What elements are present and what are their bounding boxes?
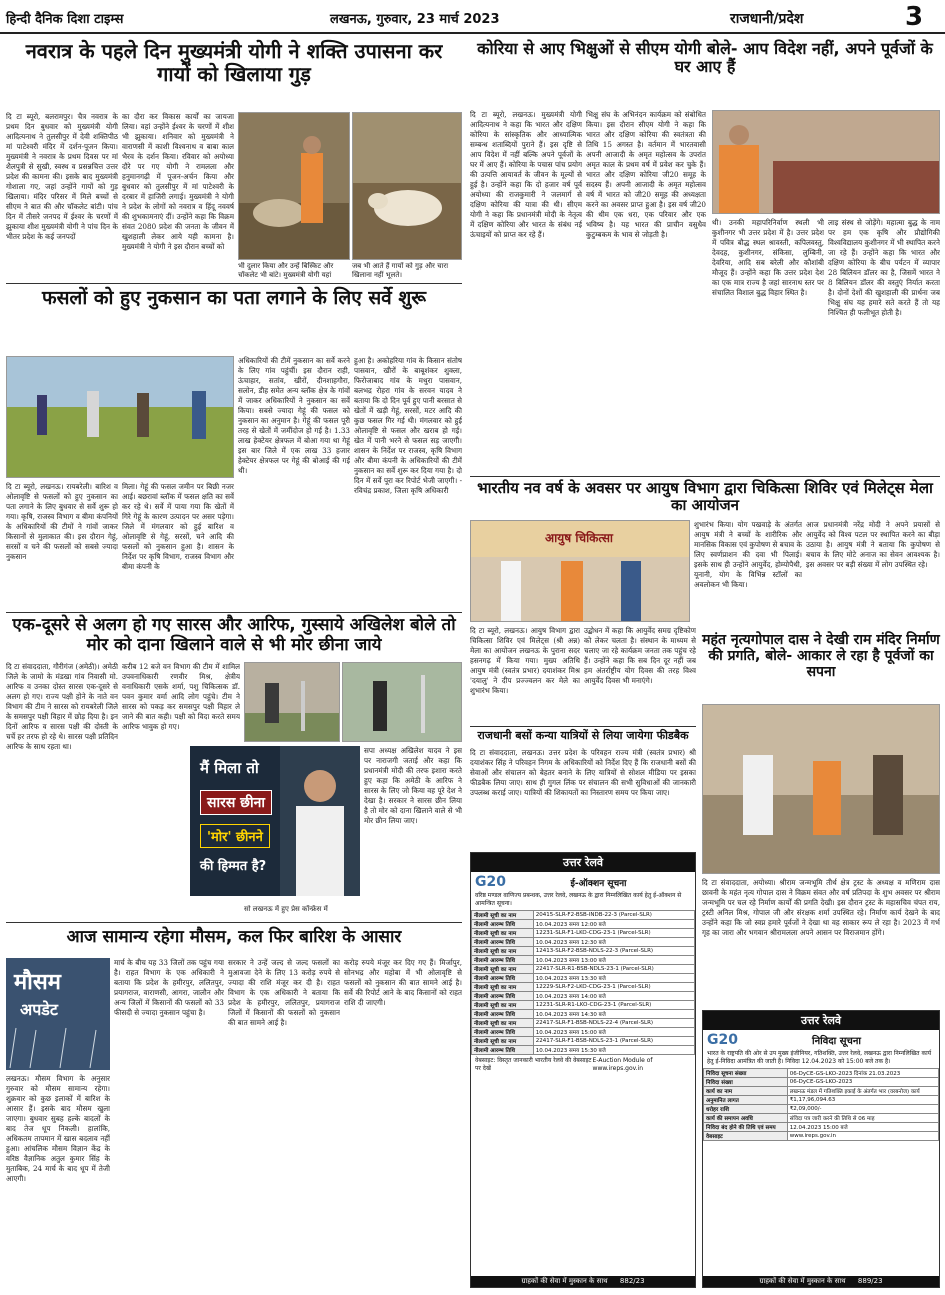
ad1-footer-left: वेबसाइट: विस्तृत जानकारी भारतीय रेलवे की वेबसाइट पर देखें bbox=[475, 1057, 592, 1072]
quote-line1: मैं मिला तो bbox=[200, 759, 259, 777]
story3-col4: लाइ संस्थ से जोड़ेंगे। महात्मा बुद्ध के नाम पर हम एक कृषि और प्रौद्योगिकी विश्वविद्यालय कुशीनगर में भी स्थापित करने जा रहे हैं। उन्होंने कहा कि भारत और दक्षिण कोरिया के बीच पर्यटन में व्यापार 28 बिलियन डॉलर का है, जिसमें भारत ने 8 बिलियन डॉलर की वस्तुएं निर्यात करता है। दोनों देशों की खुशहाली की प्रार्थना जब भिक्षु संघ यह हमारे सते करते हैं तो यह निश्चित ही फलीभूत होती है। bbox=[828, 218, 940, 317]
story2-col3: अधिकारियों की टीमें नुकसान का सर्वे करने के लिए गांव पहुंचीं। इस दौरान राही, ऊंचाहार, सतांव, खीरों, दीनशाहगौरा, सलोन, डीह समेत अन्य ब्लॉक क्षेत्र के गांवों में जाकर अधिकारियों ने नुकसान का सर्वे किया। सबसे ज्यादा गेहूं की फसल को नुकसान का अनुमान है। गेहूं की फसल पूरी तरह से खेतों में जमींदोज हो गई है। 1.33 लाख हेक्टेयर क्षेत्रफल में बोआ गया था गेहूं इस बार जिले में एक लाख 33 हजार हेक्टेयर क्षेत्रफल पर गेहूं की बोआई की गई थी। bbox=[238, 356, 350, 475]
quote-line4: की हिम्मत है? bbox=[200, 859, 267, 874]
ad1-label-cell: नीलामी आरम्भ तिथि bbox=[472, 974, 534, 983]
akhilesh-photo-image bbox=[280, 746, 360, 896]
photo-sarus-bird-image bbox=[343, 663, 462, 742]
ad1-value-cell: 22417-SLR-F1-BSB-NDLS-22-4 (Parcel-SLR) bbox=[533, 1019, 694, 1028]
ad1-label-cell: नीलामी आरम्भ तिथि bbox=[472, 956, 534, 965]
weather-graphic bbox=[6, 958, 110, 1070]
masthead bbox=[0, 0, 945, 34]
story1-headline: नवरात्र के पहले दिन मुख्यमंत्री योगी ने शक्ति उपासना कर गायों को खिलाया गुड़ bbox=[25, 39, 443, 86]
ad1-row bbox=[472, 929, 695, 938]
divider bbox=[470, 476, 940, 477]
story3-col2: भिक्षु संघ के अभिनंदन कार्यक्रम को संबोधित किया। इस दौरान सीएम योगी ने कहा कि भारत और दक्षिण कोरिया की स्वतंत्रता की तिथि 15 अगस्त है। वर्तमान में भारतवासी अपनी आजादी के अमृत महोत्सव के उपरांत अमृत काल के प्रथम वर्ष में प्रवेश कर चुके हैं। भारत और दक्षिण कोरिया जी20 समूह के सदस्य हैं। अपनी आजादी के अमृत महोत्सव वर्ष में भारत को जी20 समूह की अध्यक्षता करने का अवसर प्राप्त हुआ है। इस वर्ष जी20 की थीम एक धरा, एक परिवार और एक भविष्य है। यह भारत की प्राचीन वसुधैव कुटुम्बकम के भाव से जोड़ती है। bbox=[586, 110, 706, 239]
ad2-label-cell: वेबसाइट bbox=[704, 1132, 788, 1141]
story6-headline: राजधानी बसों कन्या यात्रियों से लिया जायेगा फीडबैक bbox=[477, 729, 689, 742]
divider bbox=[470, 726, 696, 727]
ad1-label-cell: नीलामी आरम्भ तिथि bbox=[472, 1046, 534, 1055]
ad1-row bbox=[472, 1028, 695, 1037]
ad1-label-cell: नीलामी आरम्भ तिथि bbox=[472, 1028, 534, 1037]
ayush-banner-text: आयुष चिकित्सा bbox=[545, 531, 614, 545]
ad1-label-cell: नीलामी सूची का नाम bbox=[472, 929, 534, 938]
ad1-value-cell: 20415-SLR-F2-BSB-INDB-22-3 (Parcel-SLR) bbox=[533, 911, 694, 920]
photo-ram-mandir bbox=[702, 704, 940, 874]
ad2-row bbox=[704, 1069, 939, 1078]
ad1-value-cell: 10.04.2023 समय 15:30 बजे bbox=[533, 1046, 694, 1055]
ad2-label-cell: अनुमानित लागत bbox=[704, 1096, 788, 1105]
g20-logo: G20 bbox=[707, 1032, 738, 1048]
quote-line3: 'मोर' छीनने bbox=[200, 824, 270, 848]
photo-cows-image bbox=[353, 113, 462, 260]
story8-headline: आज सामान्य रहेगा मौसम, कल फिर बारिश के आसार bbox=[66, 927, 402, 947]
ad2-subtitle: निविदा सूचना bbox=[812, 1036, 861, 1047]
photo-crop-survey bbox=[6, 356, 234, 478]
quote-line2: सारस छीना bbox=[200, 790, 272, 815]
ad2-value-cell: 06-DyCE-GS-LKO-2023 दिनांक 21.03.2023 bbox=[787, 1069, 938, 1078]
story5-col1: दि टा संवाददाता, गौरीगंज (अमेठी)। अमेठी जिले के जामो के मंडखा गांव निवासी मो. आरिफ व उनका दोस्त सारस एक-दूसरे से अलग हो गए। राज्य पक्षी होने के नाते वन विभाग की टीम ने सारस को रायबरेली जिले के समसपुर पक्षी विहार में छोड़ दिया है। इन दिनों आरिफ व सारस पक्षी की दोस्ती के चर्चे हर तरफ हो रहे थे। सारस पक्षी प्रतिदिन आरिफ के साथ रहता था। bbox=[6, 662, 118, 751]
ad1-value-cell: 12229-SLR-F2-LKO-CDG-23-1 (Parcel-SLR) bbox=[533, 983, 694, 992]
divider bbox=[6, 612, 462, 613]
story3-headline: कोरिया से आए भिक्षुओं से सीएम योगी बोले- आप विदेश नहीं, अपने पूर्वजों के घर आए हैं bbox=[477, 39, 933, 77]
story1-col1: दि टा ब्यूरो, बलरामपुर। चैत्र नवरात्र के प्रथम दिन बुधवार को मुख्यमंत्री योगी आदित्यनाथ ने तुलसीपुर में देवी शक्तिपीठ मां पाटेश्वरी मंदिर में दर्शन-पूजन किया। मुख्यमंत्री ने नवरात्र के प्रथम दिवस पर मां शैलपुत्री से सुखी, स्वस्थ व प्रसन्नचित्त उत्तर प्रदेश की कामना की। इसके बाद मुख्यमंत्री गोशाला गए, जहां उन्होंने गायों को गुड़ खिलाया। मंदिर परिसर में मिले बच्चों से सीएम ने बात की और चॉकलेट बांटी। पांच दिन में तीसरे जनपद में ईश्वर के चरणों में झुकाया शीश मुख्यमंत्री योगी ने पांच दिन के भीतर प्रदेश के कई जनपदों bbox=[6, 112, 118, 241]
story2-col2: मिला। गेहूं की फसल जमीन पर बिछी नजर आई। बछरावां ब्लॉक में फसल क्षति का सर्वे कर रहे थे। सर्वे में पाया गया कि खेतों में गिरे गेहूं के कारण उत्पादन पर असर पड़ेगा। जिले में मंगलवार को हुई बारिश व ओलावृष्टि से गेहूं, सरसों, चने आदि की फसलों को नुकसान हुआ है। शासन के निर्देश पर कृषि विभाग, राजस्व विभाग और बीमा कंपनी के bbox=[122, 482, 234, 571]
ad1-row bbox=[472, 947, 695, 956]
ad1-row bbox=[472, 1019, 695, 1028]
story7-headline: महंत नृत्यगोपाल दास ने देखी राम मंदिर निर्माण की प्रगति, बोले- आकार ले रहा है पूर्वजों का सपना bbox=[702, 632, 940, 681]
weather-title: मौसम bbox=[14, 970, 61, 995]
story1-caption2: जब भी आते हैं गायों को गुड़ और चारा खिलाना नहीं भूलते। bbox=[352, 262, 449, 279]
section-name: राजधानी/प्रदेश bbox=[730, 11, 804, 27]
ad1-row bbox=[472, 1010, 695, 1019]
ad1-row bbox=[472, 1037, 695, 1046]
divider bbox=[6, 283, 462, 284]
ad2-value-cell: ₹2,09,000/- bbox=[787, 1105, 938, 1114]
ad1-value-cell: 10.04.2023 समय 12:30 बजे bbox=[533, 938, 694, 947]
story8-col3: सरकार ने उन्हें जल्द से जल्द फसलों का मुआवजा देने के लिए 13 करोड़ रुपये से ज्यादा की राशि मंजूर कर दी है। राहत विभाग के एक अधिकारी ने बताया कि प्रदेश के हमीरपुर, ललितपुर, प्रयागराज जिलों में किसानों की फसलों को नुकसान की बात सामने आई है। bbox=[228, 958, 340, 1027]
ad1-row bbox=[472, 911, 695, 920]
ad1-row bbox=[472, 983, 695, 992]
story4-col2: आज प्रधानमंत्री नरेंद्र मोदी ने अपने प्रयासों से आयुर्वेद को विश्व पटल पर स्थापित करने का बीड़ा उठाया है। आयुष मंत्री ने बताया कि कुपोषण से बचाव के लिए मोटे अनाज का सेवन आवश्यक है। इस अवसर पर बड़ी संख्या में लोग उपस्थित रहे। bbox=[806, 520, 940, 569]
story5-col2b bbox=[122, 746, 186, 918]
ad1-value-cell: 10.04.2023 समय 15:00 बजे bbox=[533, 1028, 694, 1037]
photo-cm-gaushala-image bbox=[239, 113, 350, 260]
ad1-value-cell: 22417-SLR-F1-BSB-NDLS-23-1 (Parcel-SLR) bbox=[533, 1037, 694, 1046]
ad1-row bbox=[472, 920, 695, 929]
photo-sarus-bird bbox=[342, 662, 462, 742]
story8-col2: मार्च के बीच यह 33 जिलों तक पहुंच गया है। राहत विभाग के एक अधिकारी ने बताया कि प्रदेश के हमीरपुर, ललितपुर, प्रयागराज, वाराणसी, आगरा, जालौन और अन्य जिलों में किसानों की फसलों को 33 फीसदी से ज्यादा नुकसान पहुंचा है। bbox=[114, 958, 224, 1017]
ad1-value-cell: 12231-SLR-R1-LKO-CDG-23-1 (Parcel-SLR) bbox=[533, 1001, 694, 1010]
ad1-value-cell: 12231-SLR-F1-LKO-CDG-23-1 (Parcel-SLR) bbox=[533, 929, 694, 938]
dateline: लखनऊ, गुरुवार, 23 मार्च 2023 bbox=[330, 12, 500, 27]
ad1-footer-right: E-Auction Module of www.ireps.gov.in bbox=[592, 1057, 653, 1072]
railway-eauction-ad bbox=[470, 852, 696, 1288]
ad2-label-cell: कार्य का नाम bbox=[704, 1087, 788, 1096]
story2-col1: दि टा ब्यूरो, लखनऊ। रायबरेली। बारिश व ओलावृष्टि से फसलों को हुए नुकसान का पता लगाने के लिए बुधवार से सर्वे शुरू हो गया। कृषि, राजस्व विभाग व बीमा कंपनियों के अधिकारियों की टीमों ने गांवों जाकर किसानों से मुलाकात की। इस दौरान गेहूं, सरसों व चने की फसलों को सबसे ज्यादा नुकसान bbox=[6, 482, 118, 561]
story7-col1: दि टा संवाददाता, अयोध्या। श्रीराम जन्मभूमि तीर्थ क्षेत्र ट्रस्ट के अध्यक्ष व मणिराम दास छावनी के महंत नृत्य गोपाल दास ने विक्रम संवत और वर्ष प्रतिपदा के शुभ अवसर पर श्रीराम जन्मभूमि पर चल रहे निर्माण कार्यों की प्रगति देखी। इस दौरान ट्रस्ट के महासचिव चंपत राय, ट्रस्टी अनिल मिश्र, गोपाल जी और संरक्षक शर्मा उपस्थित रहे। निर्माण कार्य देखने के बाद उन्होंने कहा कि जो स्वप्न हमारे पूर्वजों ने देखा था वह साकार रूप ले रहा है। 2023 में गर्भ गृह का जारा और भगवान श्रीरामलला अपने आसन पर विराजमान होंगे। bbox=[702, 878, 940, 937]
ad1-value-cell: 10.04.2023 समय 12:00 बजे bbox=[533, 920, 694, 929]
ad1-value-cell: 12413-SLR-F2-BSB-NDLS-22-3 (Parcel-SLR) bbox=[533, 947, 694, 956]
story4-col4: उद्बोधन में कहा कि आयुर्वेद समग्र दृष्टिकोण को लेकर चलता है। संस्थान के माध्यम से चलाए जा रहे कार्यक्रम जनता तक पहुंच रहे हैं। उन्होंने कहा कि सब दिन दूर नहीं जब हम अंतर्राष्ट्रीय योग दिवस की तरह विश्व आयुर्वेद दिवस भी मनाएंगे। bbox=[584, 626, 696, 685]
story6-col1: दि टा संवाददाता, लखनऊ। उत्तर प्रदेश के परिवहन राज्य मंत्री (स्वतंत्र प्रभार) श्री दयाशंकर सिंह ने परिवहन निगम के अधिकारियों को निर्देश दिए हैं कि राजधानी बसों की सेवाओं और संचालन को बेहतर बनाने के लिए यात्रियों से सोशल मीडिया पर इसका फीडबैक लिया जाए। साथ ही गुगल लिंक पर संचालन की सभी सुविधाओं की जानकारी उपलब्ध कराई जाए। यात्रियों की शिकायतों का निस्तारण समय पर किया जाए। bbox=[470, 748, 696, 797]
ad1-label-cell: नीलामी आरम्भ तिथि bbox=[472, 938, 534, 947]
ad1-table bbox=[471, 910, 695, 1055]
ad1-row bbox=[472, 965, 695, 974]
ad1-label-cell: नीलामी सूची का नाम bbox=[472, 965, 534, 974]
ad2-row bbox=[704, 1123, 939, 1132]
ad1-value-cell: 10.04.2023 समय 13:00 बजे bbox=[533, 956, 694, 965]
ad1-label-cell: नीलामी सूची का नाम bbox=[472, 983, 534, 992]
ad1-value-cell: 10.04.2023 समय 14:30 बजे bbox=[533, 1010, 694, 1019]
ad2-ref: 889/23 bbox=[857, 1277, 883, 1285]
ad1-label-cell: नीलामी आरम्भ तिथि bbox=[472, 992, 534, 1001]
ad2-row bbox=[704, 1096, 939, 1105]
photo-sarus-arif bbox=[244, 662, 340, 742]
ad1-header: उत्तर रेलवे bbox=[471, 853, 695, 872]
ad2-label-cell: निविदा बंद होने की तिथि एवं समय bbox=[704, 1123, 788, 1132]
ad1-tagline: ग्राहकों की सेवा में मुस्कान के साथ bbox=[521, 1277, 608, 1285]
ad2-label-cell: धरोहर राशि bbox=[704, 1105, 788, 1114]
ad1-value-cell: 10.04.2023 समय 13:30 बजे bbox=[533, 974, 694, 983]
weather-subtitle: अपडेट bbox=[20, 1000, 58, 1019]
story4-col3: दि टा ब्यूरो, लखनऊ। आयुष विभाग द्वारा चिकित्सा शिविर एवं मिलेट्स (श्री अन्न) मेला का आयोजन लखनऊ के पुराना सदर हसनगढ़ में किया गया। मुख्य अतिथि आयुष मंत्री (स्वतंत्र प्रभार) दयाशंकर मिश्र 'दयालु' ने दीप प्रज्ज्वलन कर मेले का शुभारंभ किया। bbox=[470, 626, 580, 695]
ad1-ref: 882/23 bbox=[619, 1277, 645, 1285]
ad2-label-cell: निविदा संख्या bbox=[704, 1078, 788, 1087]
ad2-label-cell: कार्य की समापन अवधि bbox=[704, 1114, 788, 1123]
story5-caption: सो लखनऊ में हुए प्रेस कॉन्फ्रेंस में bbox=[244, 905, 328, 913]
story1-col2: का दौरा कर विकास कार्यों का जायजा लिया। वहां उन्होंने ईश्वर के चरणों में शीश भी झुकाया। शनिवार को मुख्यमंत्री ने वाराणसी में काशी विश्वनाथ व बाबा काल भैरव के दर्शन किया। रविवार को अयोध्या दौरे पर गए योगी ने रामलला और हनुमानगढ़ी में पूजन-अर्चन किया और बुधवार को तुलसीपुर में मां पाटेश्वरी के दरबार में हाजिरी लगाई। मुख्यमंत्री ने योगी ने प्रदेश के लोगों को नवरात्र व हिंदू नववर्ष की शुभकामनाएं दीं। उन्होंने कहा कि विक्रम संवत 2080 प्रदेश की जनता के जीवन में खुशहाली लेकर आये यही कामना है। मुख्यमंत्री ने योगी ने इस दौरान बच्चों को bbox=[122, 112, 234, 251]
ad2-row bbox=[704, 1078, 939, 1087]
ad1-label-cell: नीलामी सूची का नाम bbox=[472, 1019, 534, 1028]
paper-name: हिन्दी दैनिक दिशा टाइम्स bbox=[6, 12, 124, 27]
g20-logo: G20 bbox=[475, 874, 506, 890]
ad2-header: उत्तर रेलवे bbox=[703, 1011, 939, 1030]
story3-col1: दि टा ब्यूरो, लखनऊ। मुख्यमंत्री योगी आदित्यनाथ ने कहा कि भारत और दक्षिण कोरिया के सांस्कृतिक और आध्यात्मिक सम्बन्ध शताब्दियों पुराने हैं। इस दृष्टि से आप विदेश में नहीं बल्कि अपने पूर्वजों के घर में आए हैं। कोरिया के पचास पांच प्रयोग की उत्पत्ति आयावर्त के जीवन के मूल्यों से हुई है। उन्होंने कहा कि दो हजार वर्ष पूर्व अयोध्या की राजकुमारी ने जलमार्ग से दक्षिण कोरिया की यात्रा की थी। सीएम योगी ने कहा कि प्रधानमंत्री मोदी के नेतृत्व में दक्षिण कोरिया और भारत के संबंध नई ऊंचाइयों को प्राप्त कर रहे हैं। bbox=[470, 110, 582, 239]
ad2-value-cell: 06-DyCE-GS-LKO-2023 bbox=[787, 1078, 938, 1087]
railway-tender-ad bbox=[702, 1010, 940, 1288]
ad2-row bbox=[704, 1132, 939, 1141]
ad2-value-cell: संविदा पत्र जारी करने की तिथि से 06 माह bbox=[787, 1114, 938, 1123]
ad2-value-cell: www.ireps.gov.in bbox=[787, 1132, 938, 1141]
photo-crop-survey-image bbox=[7, 357, 234, 478]
photo-ram-mandir-image bbox=[703, 705, 940, 874]
ad1-row bbox=[472, 992, 695, 1001]
ad2-intro: भारत के राष्ट्रपति की ओर से उप मुख्य इंजीनियर, गतिशक्ति, उत्तर रेलवे, लखनऊ द्वारा निम्नलिखित कार्य हेतु ई-निविदा आमंत्रित की जाती है। निविदा 12.04.2023 को 15:00 बजे तक है। bbox=[707, 1050, 932, 1065]
ad2-label-cell: निविदा सूचना संख्या bbox=[704, 1069, 788, 1078]
ad2-value-cell: 12.04.2023 15:00 बजे bbox=[787, 1123, 938, 1132]
story4-headline: भारतीय नव वर्ष के अवसर पर आयुष विभाग द्वारा चिकित्सा शिविर एवं मिलेट्स मेला का आयोजन bbox=[477, 479, 933, 515]
story1-caption1: भी दुलार किया और उन्हें बिस्किट और चॉकलेट भी बांटे। मुख्यमंत्री योगी यहां bbox=[238, 262, 334, 279]
ad1-label-cell: नीलामी आरम्भ तिथि bbox=[472, 920, 534, 929]
ad2-value-cell: ₹1,17,96,094.63 bbox=[787, 1096, 938, 1105]
photo-cm-monks bbox=[712, 110, 940, 214]
story5-col3: सपा अध्यक्ष अखिलेश यादव ने इस पर नाराजगी जताई और कहा कि प्रधानमंत्री मोदी की तरफ इशारा करते हुए कहा कि अमेठी के आरिफ ने सारस के लिए जो किया वह पूरे देश ने देखा है। सरकार ने सारस छीन लिया है तो मोर को दाना खिलाने वाले से भी मोर छीन लिया जाए। bbox=[364, 746, 462, 825]
ad1-label-cell: नीलामी सूची का नाम bbox=[472, 947, 534, 956]
ad2-row bbox=[704, 1114, 939, 1123]
story4-col1: शुभारंभ किया। योग पखवाड़े के अंतर्गत आयुष मंत्री ने बच्चों के शारीरिक और मानसिक विकास एवं कुपोषण से बचाव के लिए स्वर्णप्राशन की दवा भी पिलाई। इसके साथ ही उन्होंने आयुर्वेद, होम्योपैथी, यूनानी, योग के विभिन्न स्टॉलों का अवलोकन भी किया। bbox=[694, 520, 802, 589]
ad2-row bbox=[704, 1087, 939, 1096]
ad1-row bbox=[472, 974, 695, 983]
ad2-tagline: ग्राहकों की सेवा में मुस्कान के साथ bbox=[759, 1277, 846, 1285]
ad1-label-cell: नीलामी सूची का नाम bbox=[472, 911, 534, 920]
ad1-label-cell: नीलामी सूची का नाम bbox=[472, 1001, 534, 1010]
ad1-value-cell: 10.04.2023 समय 14:00 बजे bbox=[533, 992, 694, 1001]
page-number: 3 bbox=[905, 2, 924, 32]
story5-col2: करीब 12 बजे वन विभाग की टीम में शामिल उपवनाधिकारी रणवीर मिश्र, क्षेत्रीय वनाधिकारी एसके शर्मा, पशु चिकित्सक डॉ. पवन कुमार वर्मा आदि लोग पहुंचे। टीम ने सारस को पकड़ कर समसपुर पक्षी विहार ले जाने की बात कही। पक्षी को विदा करते समय आरिफ भावुक हो गए। bbox=[122, 662, 240, 731]
ad1-label-cell: नीलामी आरम्भ तिथि bbox=[472, 1010, 534, 1019]
ad1-label-cell: नीलामी सूची का नाम bbox=[472, 1037, 534, 1046]
ad1-intro: वरिष्ठ मण्डल वाणिज्य प्रबन्धक, उत्तर रेलवे, लखनऊ के द्वारा निम्नलिखित कार्य हेतु ई-ऑक्शन से आमन्त्रित सूचना। bbox=[475, 892, 682, 907]
story2-headline: फसलों को हुए नुकसान का पता लगाने के लिए सर्वे शुरू bbox=[41, 287, 427, 309]
ad1-value-cell: 22417-SLR-R1-BSB-NDLS-23-1 (Parcel-SLR) bbox=[533, 965, 694, 974]
photo-sarus-arif-image bbox=[245, 663, 340, 742]
ad1-row bbox=[472, 1046, 695, 1055]
ad1-subtitle: ई-ऑक्शन सूचना bbox=[570, 878, 627, 889]
photo-cm-monks-image bbox=[713, 111, 940, 214]
akhilesh-quote-graphic bbox=[190, 746, 360, 896]
story8-col4: करोड़ रुपये मंजूर कर दिए गए हैं। मिर्जापुर, सोनभद्र और महोबा में भी ओलावृष्टि से फसलों को नुकसान की बात सामने आई है। सर्वे की रिपोर्ट आने के बाद किसानों को राहत राशि दी जाएगी। bbox=[344, 958, 462, 1007]
story5-headline: एक-दूसरे से अलग हो गए सारस और आरिफ, गुस्साये अखिलेश बोले तो मोर को दाना खिलाने वाले से भी मोर छीना जाये bbox=[12, 615, 456, 655]
ad2-value-cell: लखनऊ मंडल में गतिशक्ति इकाई के अंतर्गत भार (वरबनोज) कार्य bbox=[787, 1087, 938, 1096]
photo-cm-gaushala bbox=[238, 112, 350, 260]
ad1-row bbox=[472, 938, 695, 947]
ad2-row bbox=[704, 1105, 939, 1114]
ad1-row bbox=[472, 956, 695, 965]
story8-col1: लखनऊ। मौसम विभाग के अनुसार गुरुवार को मौसम सामान्य रहेगा। शुक्रवार को कुछ इलाकों में बारिश के आसार हैं। इसके बाद मौसम खुला जाएगा। बुधवार सुबह हल्के बादलों के बाद तेज धूप निकली। हालांकि, अधिकतम तापमान में खास बदलाव नहीं हुआ। आंचलिक मौसम विज्ञान केंद्र के वरिष्ठ वैज्ञानिक अतुल कुमार सिंह के मुताबिक, 24 मार्च के बाद धूप में तेजी आएगी। bbox=[6, 1074, 110, 1183]
divider bbox=[6, 922, 462, 923]
photo-ayush-camp bbox=[470, 520, 690, 622]
ad1-row bbox=[472, 1001, 695, 1010]
story2-col4: हुआ है। अकोहरिया गांव के किसान संतोष पासवान, खीरों के बाबूशंकर शुक्ला, फिरोजाबाद गांव के मथुरा पासवान, बलभद्र रोहरा गांव के सरवन यादव ने बताया कि दो दिन पूर्व हुए पानी बरसात से खेतों में खड़ी गेहूं, सरसों, मटर आदि की कुछ फसल गिर गई थी। मंगलवार को हुई ओलावृष्टि से फसल और खराब हो गई। खेत में पानी भरने से फसल सड़ जाएगी। शासन के निर्देश पर राजस्व, कृषि विभाग और बीमा कंपनी के अधिकारियों की टीमें नुकसान का सर्वे शुरू कर दिया गया है। दो दिन में सर्वे पूरा कर रिपोर्ट भेजी जाएगी। - रविचंद्र प्रकाश, जिला कृषि अधिकारी bbox=[354, 356, 462, 495]
ad2-table bbox=[703, 1068, 939, 1141]
photo-cows bbox=[352, 112, 462, 260]
story3-col3: थी। उनकी महापरिनिर्वाण स्थली भी कुशीनगर भी उत्तर प्रदेश में है। उत्तर प्रदेश में पवित्र बौद्ध स्थल श्रावस्ती, कपिलवस्तु, देवदह, कुशीनगर, संकिसा, लुम्बिनी, देवरिया, आदि सब बरेली और कौशांबी मौजूद हैं। उन्होंने कहा कि उत्तर प्रदेश देश का एक मात्र राज्य है जहां सारनाथ स्तर पर संचालित विशाल बुद्ध विहार स्थित है। bbox=[712, 218, 824, 297]
